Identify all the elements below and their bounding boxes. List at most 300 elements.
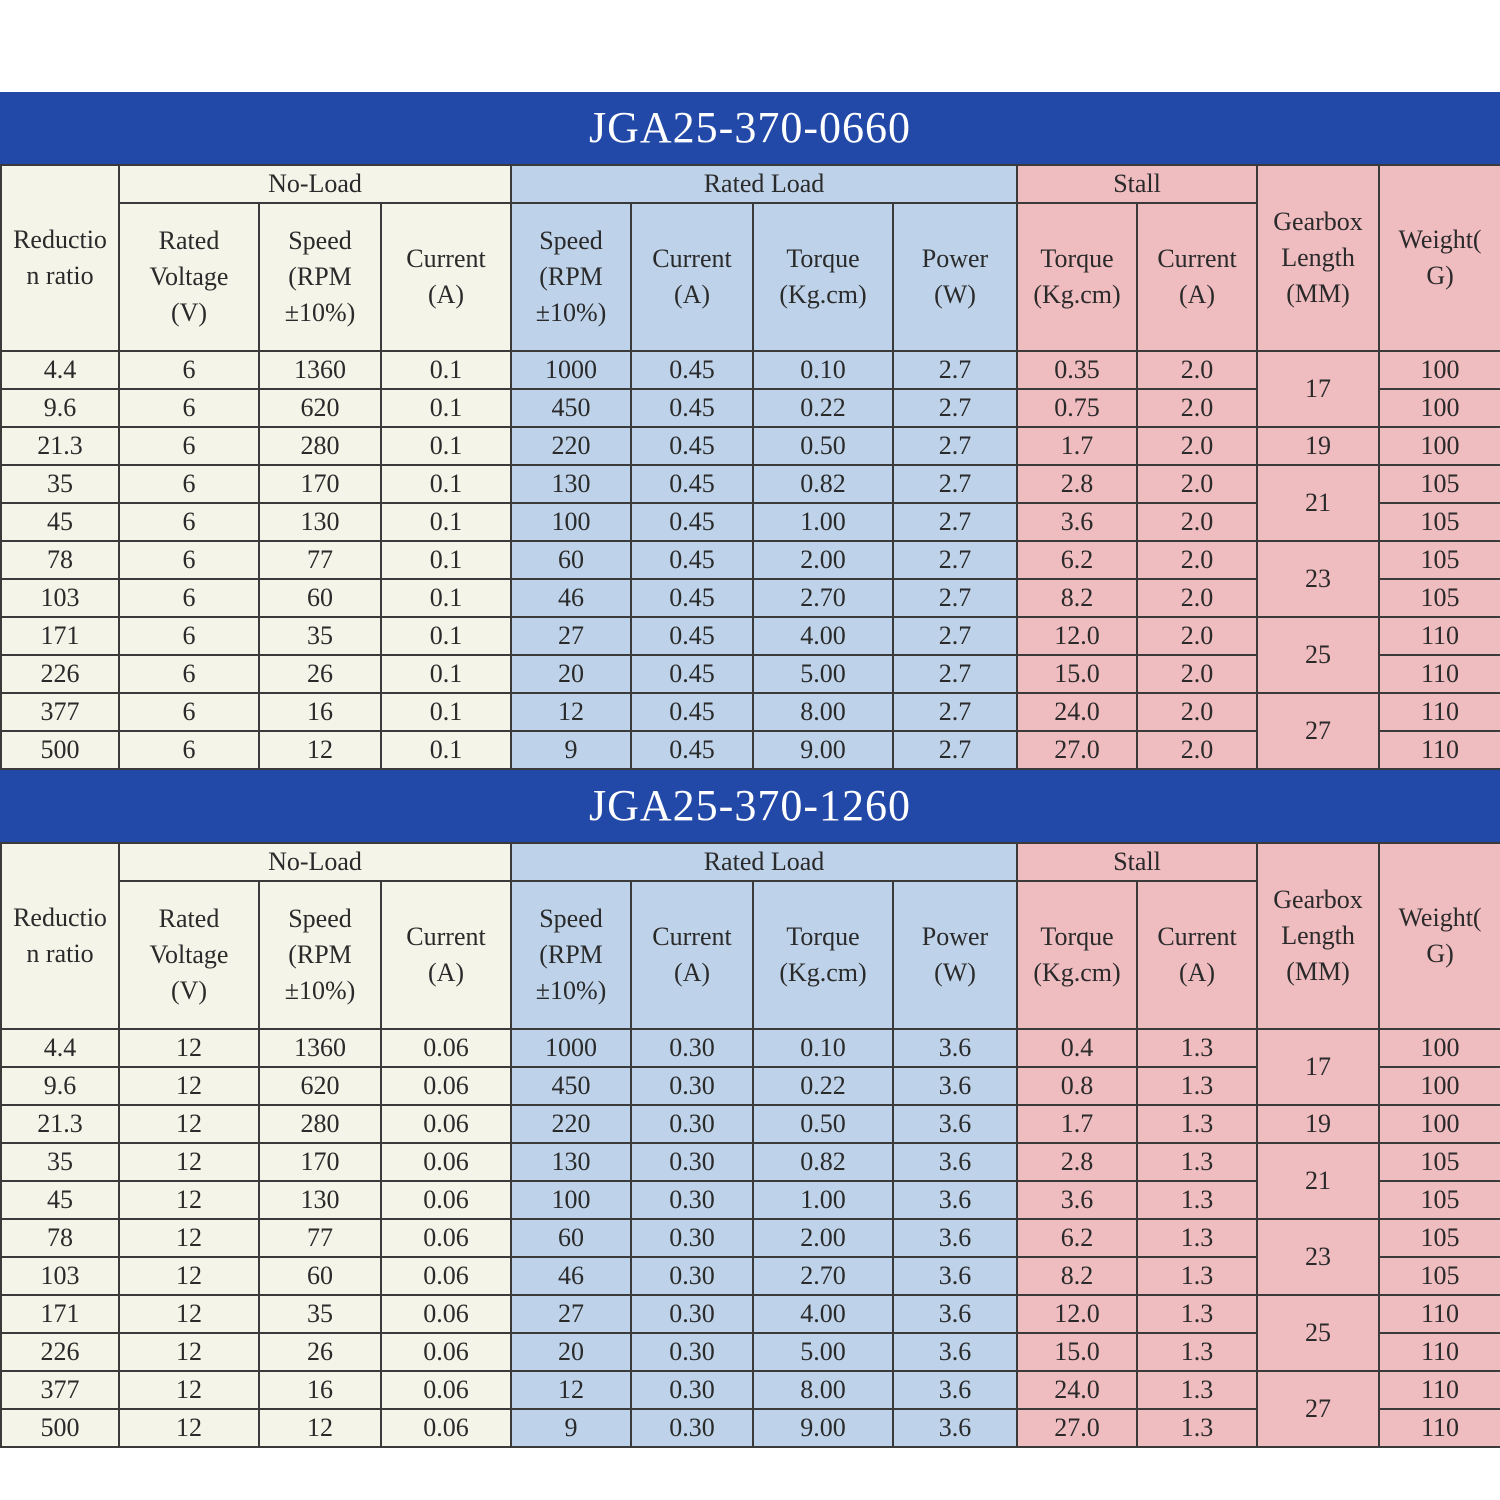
header-line: Gearbox: [1273, 885, 1363, 914]
rated-torque-cell: 2.00: [753, 541, 893, 579]
weight-cell: 105: [1379, 465, 1500, 503]
stall-current-cell: 1.3: [1137, 1067, 1257, 1105]
header-line: (RPM: [539, 262, 603, 291]
rated-power-cell: 3.6: [893, 1143, 1017, 1181]
rated-load-header: Rated Load: [511, 843, 1017, 881]
rated-power-cell: 3.6: [893, 1295, 1017, 1333]
rated-torque-cell: 9.00: [753, 1409, 893, 1447]
stall-current-cell: 2.0: [1137, 541, 1257, 579]
stall-current-cell: 1.3: [1137, 1371, 1257, 1409]
gearbox-length-cell: 21: [1257, 465, 1379, 541]
no-load-current-cell: 0.06: [381, 1067, 511, 1105]
rated-speed-cell: 12: [511, 1371, 631, 1409]
no-load-current-cell: 0.06: [381, 1029, 511, 1067]
header-line: Torque: [1040, 922, 1114, 951]
header-line: n ratio: [26, 939, 94, 968]
no-load-speed-cell: 77: [259, 1219, 381, 1257]
no-load-speed-cell: 16: [259, 693, 381, 731]
stall-current-cell: 2.0: [1137, 655, 1257, 693]
rated-speed-cell: 450: [511, 1067, 631, 1105]
stall-torque-cell: 27.0: [1017, 731, 1137, 769]
voltage-cell: 12: [119, 1143, 259, 1181]
rated-power-cell: 3.6: [893, 1219, 1017, 1257]
stall-torque-cell: 6.2: [1017, 1219, 1137, 1257]
no-load-current-cell: 0.1: [381, 389, 511, 427]
rated-power-cell: 3.6: [893, 1371, 1017, 1409]
stall-torque-cell: 15.0: [1017, 1333, 1137, 1371]
header-line: Gearbox: [1273, 207, 1363, 236]
header-line: Weight(: [1398, 225, 1482, 254]
stall-header: Stall: [1017, 165, 1257, 203]
voltage-cell: 6: [119, 351, 259, 389]
weight-cell: 110: [1379, 655, 1500, 693]
no-load-speed-cell: 77: [259, 541, 381, 579]
rated-torque-cell: 1.00: [753, 1181, 893, 1219]
voltage-cell: 12: [119, 1333, 259, 1371]
stall-torque-cell: 0.4: [1017, 1029, 1137, 1067]
voltage-cell: 6: [119, 693, 259, 731]
weight-cell: 110: [1379, 617, 1500, 655]
voltage-cell: 6: [119, 655, 259, 693]
ratio-cell: 4.4: [1, 1029, 119, 1067]
rated-power-cell: 3.6: [893, 1257, 1017, 1295]
header-line: Length: [1281, 921, 1355, 950]
no-load-speed-cell: 130: [259, 1181, 381, 1219]
no-load-speed-cell: 280: [259, 427, 381, 465]
rated-torque-cell: 0.22: [753, 1067, 893, 1105]
header-line: G): [1426, 939, 1454, 968]
no-load-speed-cell: 35: [259, 1295, 381, 1333]
header-line: ±10%): [284, 298, 356, 327]
weight-cell: 105: [1379, 1181, 1500, 1219]
no-load-current-cell: 0.1: [381, 541, 511, 579]
no-load-current-cell: 0.1: [381, 427, 511, 465]
stall-current-header: [1137, 881, 1257, 1029]
header-line: (A): [427, 280, 465, 309]
header-line: Current: [1157, 244, 1237, 273]
rated-speed-cell: 1000: [511, 351, 631, 389]
no-load-speed-cell: 620: [259, 389, 381, 427]
header-line: Reductio: [13, 903, 107, 932]
rated-current-cell: 0.45: [631, 503, 753, 541]
weight-header: [1379, 843, 1500, 1029]
stall-current-cell: 2.0: [1137, 427, 1257, 465]
rated-speed-cell: 220: [511, 427, 631, 465]
voltage-cell: 6: [119, 541, 259, 579]
rated-power-cell: 2.7: [893, 541, 1017, 579]
stall-torque-cell: 8.2: [1017, 1257, 1137, 1295]
no-load-speed-cell: 170: [259, 465, 381, 503]
rated-torque-cell: 0.22: [753, 389, 893, 427]
rated-current-cell: 0.30: [631, 1029, 753, 1067]
rated-speed-cell: 27: [511, 1295, 631, 1333]
rated-speed-cell: 46: [511, 1257, 631, 1295]
weight-cell: 105: [1379, 1219, 1500, 1257]
stall-current-cell: 2.0: [1137, 351, 1257, 389]
header-line: (V): [170, 976, 208, 1005]
stall-torque-header: [1017, 881, 1137, 1029]
no-load-current-cell: 0.06: [381, 1333, 511, 1371]
header-line: Voltage: [149, 262, 229, 291]
weight-cell: 110: [1379, 1371, 1500, 1409]
header-line: Weight(: [1398, 903, 1482, 932]
stall-torque-cell: 0.75: [1017, 389, 1137, 427]
voltage-cell: 12: [119, 1105, 259, 1143]
group-header-row: [1, 165, 1500, 203]
rated-power-header: [893, 203, 1017, 351]
ratio-cell: 78: [1, 541, 119, 579]
header-line: Current: [406, 922, 486, 951]
rated-current-cell: 0.45: [631, 617, 753, 655]
ratio-cell: 45: [1, 503, 119, 541]
rated-torque-header: [753, 881, 893, 1029]
reduction-ratio-header: [1, 165, 119, 351]
rated-speed-cell: 46: [511, 579, 631, 617]
stall-current-cell: 1.3: [1137, 1219, 1257, 1257]
rated-current-cell: 0.30: [631, 1219, 753, 1257]
rated-speed-header: [511, 881, 631, 1029]
stall-header: Stall: [1017, 843, 1257, 881]
weight-cell: 105: [1379, 1143, 1500, 1181]
rated-power-cell: 2.7: [893, 731, 1017, 769]
ratio-cell: 171: [1, 1295, 119, 1333]
stall-current-cell: 1.3: [1137, 1105, 1257, 1143]
stall-current-cell: 1.3: [1137, 1181, 1257, 1219]
ratio-cell: 500: [1, 731, 119, 769]
rated-current-cell: 0.45: [631, 693, 753, 731]
rated-current-cell: 0.45: [631, 351, 753, 389]
stall-torque-cell: 3.6: [1017, 1181, 1137, 1219]
no-load-speed-cell: 16: [259, 1371, 381, 1409]
table-row: [1, 617, 1500, 655]
gearbox-length-cell: 17: [1257, 1029, 1379, 1105]
header-line: (A): [1178, 958, 1216, 987]
header-line: Speed: [539, 904, 603, 933]
no-load-current-cell: 0.1: [381, 655, 511, 693]
weight-cell: 100: [1379, 351, 1500, 389]
header-line: Current: [652, 922, 732, 951]
no-load-current-header: [381, 203, 511, 351]
weight-cell: 110: [1379, 1333, 1500, 1371]
rated-load-header: Rated Load: [511, 165, 1017, 203]
rated-speed-cell: 60: [511, 1219, 631, 1257]
stall-current-cell: 2.0: [1137, 465, 1257, 503]
header-line: Torque: [786, 922, 860, 951]
no-load-header: No-Load: [119, 165, 511, 203]
header-line: G): [1426, 261, 1454, 290]
ratio-cell: 35: [1, 1143, 119, 1181]
header-line: (RPM: [539, 940, 603, 969]
stall-torque-cell: 3.6: [1017, 503, 1137, 541]
ratio-cell: 45: [1, 1181, 119, 1219]
stall-torque-cell: 6.2: [1017, 541, 1137, 579]
rated-torque-cell: 5.00: [753, 1333, 893, 1371]
voltage-cell: 6: [119, 579, 259, 617]
voltage-cell: 6: [119, 465, 259, 503]
rated-torque-cell: 1.00: [753, 503, 893, 541]
rated-speed-cell: 9: [511, 1409, 631, 1447]
weight-cell: 110: [1379, 731, 1500, 769]
stall-current-cell: 1.3: [1137, 1029, 1257, 1067]
rated-current-cell: 0.30: [631, 1257, 753, 1295]
no-load-current-cell: 0.06: [381, 1143, 511, 1181]
rated-speed-cell: 1000: [511, 1029, 631, 1067]
rated-voltage-header: [119, 881, 259, 1029]
voltage-cell: 6: [119, 617, 259, 655]
rated-torque-cell: 9.00: [753, 731, 893, 769]
ratio-cell: 9.6: [1, 389, 119, 427]
rated-power-cell: 3.6: [893, 1333, 1017, 1371]
table-row: [1, 1029, 1500, 1067]
stall-torque-cell: 1.7: [1017, 1105, 1137, 1143]
ratio-cell: 9.6: [1, 1067, 119, 1105]
rated-current-cell: 0.30: [631, 1409, 753, 1447]
rated-power-cell: 3.6: [893, 1067, 1017, 1105]
rated-current-cell: 0.30: [631, 1181, 753, 1219]
rated-current-cell: 0.30: [631, 1371, 753, 1409]
stall-torque-cell: 24.0: [1017, 1371, 1137, 1409]
rated-power-cell: 2.7: [893, 427, 1017, 465]
rated-torque-cell: 2.70: [753, 1257, 893, 1295]
group-header-row: [1, 843, 1500, 881]
no-load-current-cell: 0.06: [381, 1105, 511, 1143]
no-load-current-cell: 0.06: [381, 1219, 511, 1257]
rated-current-cell: 0.45: [631, 389, 753, 427]
header-line: (RPM: [288, 262, 352, 291]
voltage-cell: 6: [119, 427, 259, 465]
table-row: [1, 1219, 1500, 1257]
no-load-speed-cell: 35: [259, 617, 381, 655]
no-load-current-cell: 0.06: [381, 1181, 511, 1219]
header-line: n ratio: [26, 261, 94, 290]
ratio-cell: 78: [1, 1219, 119, 1257]
rated-current-cell: 0.30: [631, 1333, 753, 1371]
voltage-cell: 12: [119, 1295, 259, 1333]
header-line: ±10%): [284, 976, 356, 1005]
rated-speed-header: [511, 203, 631, 351]
no-load-speed-cell: 1360: [259, 1029, 381, 1067]
reduction-ratio-header: [1, 843, 119, 1029]
voltage-cell: 12: [119, 1029, 259, 1067]
ratio-cell: 377: [1, 1371, 119, 1409]
table-row: [1, 465, 1500, 503]
no-load-speed-header: [259, 203, 381, 351]
header-line: Voltage: [149, 940, 229, 969]
no-load-speed-cell: 60: [259, 579, 381, 617]
no-load-current-cell: 0.1: [381, 503, 511, 541]
no-load-speed-header: [259, 881, 381, 1029]
rated-speed-cell: 100: [511, 503, 631, 541]
rated-torque-cell: 0.82: [753, 1143, 893, 1181]
rated-speed-cell: 100: [511, 1181, 631, 1219]
spec-sheet: [0, 92, 1500, 1448]
voltage-cell: 12: [119, 1257, 259, 1295]
voltage-cell: 12: [119, 1181, 259, 1219]
rated-voltage-header: [119, 203, 259, 351]
stall-torque-cell: 24.0: [1017, 693, 1137, 731]
weight-cell: 110: [1379, 693, 1500, 731]
no-load-speed-cell: 620: [259, 1067, 381, 1105]
no-load-current-cell: 0.1: [381, 465, 511, 503]
header-line: (Kg.cm): [779, 958, 867, 987]
header-line: (RPM: [288, 940, 352, 969]
stall-torque-cell: 0.35: [1017, 351, 1137, 389]
rated-torque-cell: 5.00: [753, 655, 893, 693]
rated-current-cell: 0.30: [631, 1295, 753, 1333]
stall-torque-cell: 1.7: [1017, 427, 1137, 465]
no-load-current-cell: 0.1: [381, 351, 511, 389]
stall-torque-header: [1017, 203, 1137, 351]
rated-torque-header: [753, 203, 893, 351]
rated-speed-cell: 27: [511, 617, 631, 655]
rated-speed-cell: 130: [511, 465, 631, 503]
weight-cell: 100: [1379, 427, 1500, 465]
table-row: [1, 351, 1500, 389]
rated-current-cell: 0.30: [631, 1067, 753, 1105]
rated-speed-cell: 220: [511, 1105, 631, 1143]
no-load-current-cell: 0.06: [381, 1371, 511, 1409]
header-line: Rated: [158, 904, 220, 933]
rated-power-cell: 2.7: [893, 579, 1017, 617]
no-load-speed-cell: 12: [259, 731, 381, 769]
header-line: Length: [1281, 243, 1355, 272]
stall-current-header: [1137, 203, 1257, 351]
header-line: (Kg.cm): [1033, 958, 1121, 987]
ratio-cell: 171: [1, 617, 119, 655]
header-line: (A): [1178, 280, 1216, 309]
gearbox-length-cell: 19: [1257, 427, 1379, 465]
no-load-current-cell: 0.1: [381, 693, 511, 731]
no-load-speed-cell: 280: [259, 1105, 381, 1143]
rated-speed-cell: 60: [511, 541, 631, 579]
rated-speed-cell: 9: [511, 731, 631, 769]
table-title: JGA25-370-1260: [0, 770, 1500, 842]
gearbox-length-cell: 17: [1257, 351, 1379, 427]
rated-speed-cell: 12: [511, 693, 631, 731]
rated-power-cell: 2.7: [893, 617, 1017, 655]
table-row: [1, 541, 1500, 579]
ratio-cell: 21.3: [1, 1105, 119, 1143]
rated-current-cell: 0.45: [631, 465, 753, 503]
ratio-cell: 103: [1, 579, 119, 617]
header-line: (A): [427, 958, 465, 987]
no-load-current-cell: 0.06: [381, 1409, 511, 1447]
stall-torque-cell: 12.0: [1017, 1295, 1137, 1333]
ratio-cell: 226: [1, 1333, 119, 1371]
header-line: (W): [934, 958, 976, 987]
table-row: [1, 427, 1500, 465]
gearbox-length-cell: 23: [1257, 541, 1379, 617]
rated-torque-cell: 0.50: [753, 427, 893, 465]
rated-power-header: [893, 881, 1017, 1029]
rated-torque-cell: 4.00: [753, 617, 893, 655]
stall-torque-cell: 15.0: [1017, 655, 1137, 693]
header-line: (MM): [1286, 279, 1350, 308]
table-row: [1, 1295, 1500, 1333]
rated-torque-cell: 0.50: [753, 1105, 893, 1143]
ratio-cell: 500: [1, 1409, 119, 1447]
stall-torque-cell: 12.0: [1017, 617, 1137, 655]
header-line: Current: [1157, 922, 1237, 951]
weight-cell: 100: [1379, 389, 1500, 427]
header-line: (W): [934, 280, 976, 309]
no-load-speed-cell: 26: [259, 1333, 381, 1371]
rated-torque-cell: 2.00: [753, 1219, 893, 1257]
stall-torque-cell: 2.8: [1017, 465, 1137, 503]
header-line: ±10%): [535, 298, 607, 327]
rated-torque-cell: 0.82: [753, 465, 893, 503]
header-line: Rated: [158, 226, 220, 255]
weight-cell: 100: [1379, 1029, 1500, 1067]
rated-current-cell: 0.30: [631, 1105, 753, 1143]
table-title: JGA25-370-0660: [0, 92, 1500, 164]
stall-current-cell: 2.0: [1137, 579, 1257, 617]
rated-power-cell: 2.7: [893, 503, 1017, 541]
rated-power-cell: 2.7: [893, 655, 1017, 693]
stall-torque-cell: 2.8: [1017, 1143, 1137, 1181]
stall-current-cell: 1.3: [1137, 1333, 1257, 1371]
rated-current-cell: 0.30: [631, 1143, 753, 1181]
header-line: (Kg.cm): [779, 280, 867, 309]
header-line: Speed: [288, 904, 352, 933]
ratio-cell: 377: [1, 693, 119, 731]
voltage-cell: 12: [119, 1409, 259, 1447]
gearbox-length-cell: 23: [1257, 1219, 1379, 1295]
stall-current-cell: 2.0: [1137, 731, 1257, 769]
stall-torque-cell: 0.8: [1017, 1067, 1137, 1105]
no-load-current-cell: 0.06: [381, 1257, 511, 1295]
weight-cell: 110: [1379, 1409, 1500, 1447]
rated-current-header: [631, 203, 753, 351]
voltage-cell: 6: [119, 503, 259, 541]
weight-cell: 110: [1379, 1295, 1500, 1333]
gearbox-length-header: [1257, 165, 1379, 351]
rated-speed-cell: 20: [511, 1333, 631, 1371]
voltage-cell: 12: [119, 1371, 259, 1409]
weight-header: [1379, 165, 1500, 351]
spec-table: [0, 164, 1500, 770]
rated-power-cell: 3.6: [893, 1029, 1017, 1067]
stall-torque-cell: 27.0: [1017, 1409, 1137, 1447]
header-line: (Kg.cm): [1033, 280, 1121, 309]
weight-cell: 100: [1379, 1067, 1500, 1105]
rated-speed-cell: 130: [511, 1143, 631, 1181]
header-line: (V): [170, 298, 208, 327]
header-line: Torque: [786, 244, 860, 273]
no-load-speed-cell: 12: [259, 1409, 381, 1447]
voltage-cell: 12: [119, 1067, 259, 1105]
rated-power-cell: 2.7: [893, 389, 1017, 427]
rated-torque-cell: 8.00: [753, 693, 893, 731]
weight-cell: 100: [1379, 1105, 1500, 1143]
gearbox-length-cell: 21: [1257, 1143, 1379, 1219]
no-load-current-cell: 0.1: [381, 731, 511, 769]
weight-cell: 105: [1379, 503, 1500, 541]
stall-current-cell: 1.3: [1137, 1257, 1257, 1295]
header-line: Current: [652, 244, 732, 273]
no-load-header: No-Load: [119, 843, 511, 881]
header-line: Speed: [539, 226, 603, 255]
stall-current-cell: 2.0: [1137, 617, 1257, 655]
weight-cell: 105: [1379, 579, 1500, 617]
no-load-speed-cell: 1360: [259, 351, 381, 389]
rated-current-cell: 0.45: [631, 655, 753, 693]
gearbox-length-cell: 25: [1257, 617, 1379, 693]
stall-current-cell: 2.0: [1137, 389, 1257, 427]
no-load-current-cell: 0.1: [381, 579, 511, 617]
no-load-speed-cell: 26: [259, 655, 381, 693]
header-line: (A): [673, 280, 711, 309]
